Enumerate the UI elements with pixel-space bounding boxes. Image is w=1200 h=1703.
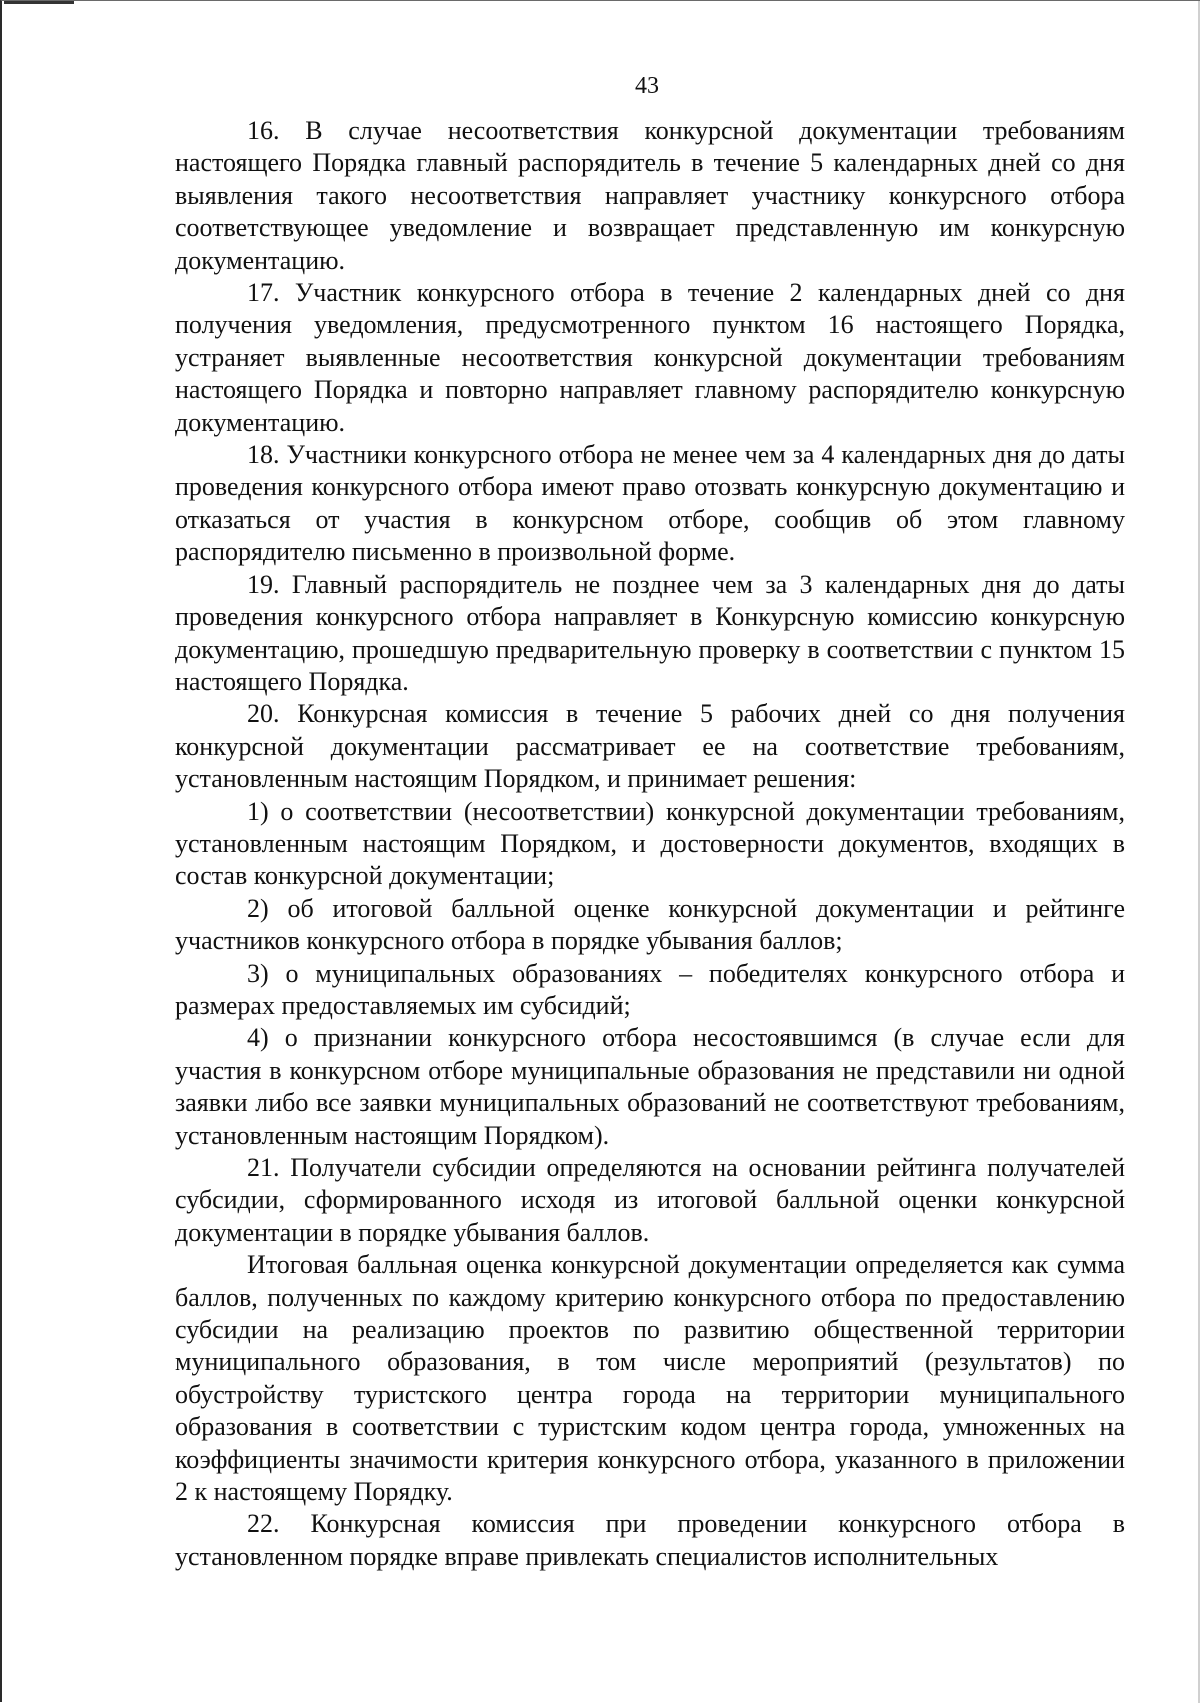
paragraph-22: 22. Конкурсная комиссия при проведении конкурсного отбора в установленном порядке вправе привлекать специалистов исполнительных — [175, 1509, 1125, 1571]
paragraph-20: 20. Конкурсная комиссия в течение 5 рабочих дней со дня получения конкурсной документации рассматривает ее на соответствие требованиям, установленным настоящим Порядком, и принимает решения: — [175, 699, 1125, 794]
document-body — [175, 115, 1125, 1573]
paragraph-21: 21. Получатели субсидии определяются на основании рейтинга получателей субсидии, сформированного исходя из итоговой балльной оценки конкурсной документации в порядке убывания баллов. — [175, 1153, 1125, 1247]
paragraph-17: 17. Участник конкурсного отбора в течение 2 календарных дней со дня получения уведомления, предусмотренного пунктом 16 настоящего Порядка, устраняет выявленные несоответствия конкурсной документации требованиям настоящего Порядка и повторно направляет главному распорядителю конкурсную документацию. — [175, 278, 1125, 437]
paragraph-18: 18. Участники конкурсного отбора не менее чем за 4 календарных дня до даты проведения конкурсного отбора имеют право отозвать конкурсную документацию и отказаться от участия в конкурсном отборе, сообщив об этом главному распорядителю письменно в произвольной форме. — [175, 440, 1125, 567]
paragraph-20-item-2: 2) об итоговой балльной оценке конкурсной документации и рейтинге участников конкурсного отбора в порядке убывания баллов; — [175, 893, 1125, 956]
paragraph-19: 19. Главный распорядитель не позднее чем за 3 календарных дня до даты проведения конкурсного отбора направляет в Конкурсную комиссию конкурсную документацию, прошедшую предварительную проверку в соответствии с пунктом 15 настоящего Порядка. — [175, 569, 1125, 696]
page-number: 43 — [635, 73, 659, 99]
paragraph-20-item-1: 1) о соответствии (несоответствии) конкурсной документации требованиям, установленным настоящим Порядком, и достоверности документов, входящих в состав конкурсной документации; — [175, 796, 1125, 891]
paragraph-16: 16. В случае несоответствия конкурсной документации требованиям настоящего Порядка главный распорядитель в течение 5 календарных дней со дня выявления такого несоответствия направляет участнику конкурсного отбора соответствующее уведомление и возвращает представленную им конкурсную документацию. — [175, 116, 1125, 275]
scan-edge-mark — [4, 1, 74, 4]
paragraph-21-score: Итоговая балльная оценка конкурсной документации определяется как сумма баллов, полученных по каждому критерию конкурсного отбора по предоставлению субсидии на реализацию проектов по развитию общественной территории муниципального образования, в том числе мероприятий (результатов) по обустройству туристского центра города на территории муниципального образования в соответствии с туристским кодом центра города, умноженных на коэффициенты значимости критерия конкурсного отбора, указанного в приложении 2 к настоящему Порядку. — [175, 1250, 1125, 1507]
paragraph-20-item-4: 4) о признании конкурсного отбора несостоявшимся (в случае если для участия в конкурсном отборе муниципальные образования не представили ни одной заявки либо все заявки муниципальных образований не соответствуют требованиям, установленным настоящим Порядком). — [175, 1023, 1125, 1150]
paragraph-20-item-3: 3) о муниципальных образованиях – победителях конкурсного отбора и размерах предоставляемых им субсидий; — [175, 958, 1125, 1020]
